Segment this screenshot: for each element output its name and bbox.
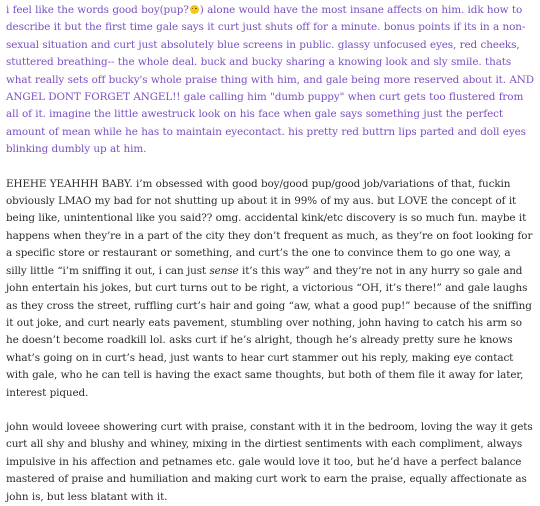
reply-1-text-end: it’s this way” and they’re not in any hurry so gale and john entertain his jokes, but curt turns out to be right, a victorious “OH, it’s there!” and gale laughs as they cross the street, ruffling curt’s hair and going “aw, what a good pup!” because of the sniffing it out joke, and curt nearly eats pavement, stumbling over nothing, john having to catch his arm so he doesn’t become roadkill lol. asks curt if he’s alright, though he’s already pretty sure he knows what’s going on in curt’s head, just wants to hear curt stammer out his reply, making eye contact with gale, who he can tell is having the exact same thoughts, but both of them file it away for later, interest piqued.: [6, 264, 532, 399]
reply-paragraph-1: [6, 176, 534, 402]
quote-text-start: i feel like the words good boy(pup?: [6, 4, 189, 16]
reply-paragraph-2: [6, 419, 534, 506]
reply-1-text-start: EHEHE YEAHHH BABY. i’m obsessed with good boy/good pup/good job/variations of that, fuckin obviously LMAO my bad for not shutting up about it in 99% of my aus. but LOVE the concept of it being like, unintentional like you said?? omg. accidental kink/etc discovery is so much fun. maybe it happens when they’re in a part of the city they don’t frequent as much, as they’re on foot looking for a specific store or restaurant or something, and curt’s the one to convince them to go one way, a silly little “i’m sniffing it out, i can just: [6, 177, 533, 277]
quote-text-end: ) alone would have the most insane affects on him. idk how to describe it but the first time gale says it curt just shuts off for a minute. bonus points if its in a non-sexual situation and curt just absolutely blue screens in public. glassy unfocused eyes, red cheeks, stuttered breathing-- the whole deal. buck and bucky sharing a knowing look and sly smile. thats what really sets off bucky's whole praise thing with him, and gale being more reserved about it. AND ANGEL DONT FORGET ANGEL!! gale calling him "dumb puppy" when curt gets too flustered from all of it. imagine the little awestruck look on his face when gale says something just the perfect amount of mean while he has to maintain eyecontact. his pretty red buttrn lips parted and doll eyes blinking dumbly up at him.: [6, 4, 534, 156]
reply-1-italic-word: sense: [209, 264, 239, 277]
thinking-face-icon: [190, 5, 199, 14]
reply-2-text: john would loveee showering curt with praise, constant with it in the bedroom, loving the way it gets curt all shy and blushy and whiney, mixing in the dirtiest sentiments with each compliment, always impulsive in his affection and petnames etc. gale would love it too, but he’d have a perfect balance mastered of praise and humiliation and making curt work to earn the praise, equally affectionate as john is, but less blatant with it.: [6, 420, 533, 503]
quoted-paragraph: [6, 2, 534, 159]
